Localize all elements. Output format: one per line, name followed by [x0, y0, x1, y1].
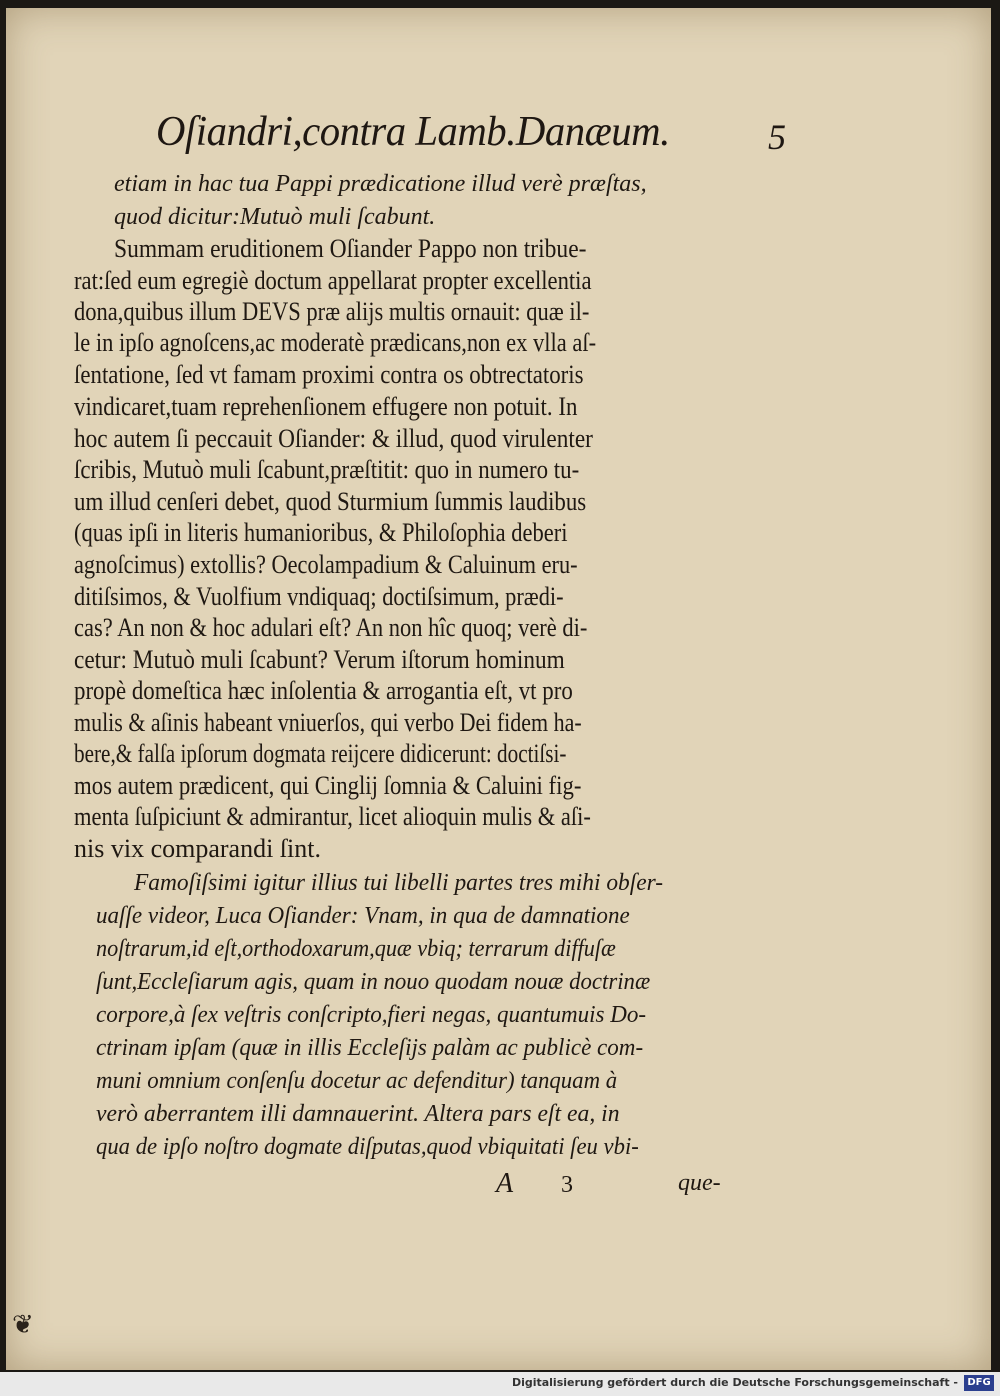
page-header — [156, 108, 786, 168]
text-line: bere,& falſa ipſorum dogmata reijcere didicerunt: doctiſsi- — [74, 739, 567, 768]
text-line: qua de ipſo noſtro dogmate diſputas,quod vbiquitati ſeu vbi- — [96, 1134, 639, 1160]
text-line: verò aberrantem illi damnauerint. Altera pars eſt ea, in — [96, 1101, 620, 1127]
signature-mark: A — [496, 1168, 514, 1199]
text-line: ſunt,Eccleſiarum agis, quam in nouo quodam nouæ doctrinæ — [96, 969, 651, 995]
text-line: Famoſiſsimi igitur illius tui libelli partes tres mihi obſer- — [134, 870, 664, 896]
text-line: ditiſsimos, & Vuolfium vndiquaq; doctiſsimum, prædi- — [74, 582, 564, 611]
credit-text: Digitalisierung gefördert durch die Deutsche Forschungsgemeinschaft - — [511, 1376, 958, 1389]
text-line: ſcribis, Mutuò muli ſcabunt,præſtitit: quo in numero tu- — [74, 455, 580, 484]
text-line: mulis & aſinis habeant vniuerſos, qui verbo Dei fidem ha- — [74, 708, 582, 737]
catchword: que- — [678, 1170, 721, 1196]
text-line: noſtrarum,id eſt,orthodoxarum,quæ vbiq; terrarum diffuſæ — [96, 936, 616, 962]
text-line: ſentatione, ſed vt famam proximi contra os obtrectatoris — [74, 360, 584, 389]
text-line: quod dicitur:Mutuò muli ſcabunt. — [114, 204, 436, 230]
text-line: muni omnium conſenſu docetur ac defenditur) tanquam à — [96, 1068, 618, 1094]
text-line: hoc autem ſi peccauit Oſiander: & illud, quod virulenter — [74, 424, 593, 453]
page-number: 5 — [768, 117, 786, 157]
text-line: agnoſcimus) extollis? Oecolampadium & Caluinum eru- — [74, 550, 578, 579]
book-page — [6, 8, 991, 1370]
text-line: ctrinam ipſam (quæ in illis Eccleſijs palàm ac publicè com- — [96, 1035, 644, 1061]
signature-number: 3 — [561, 1172, 573, 1198]
text-line: cetur: Mutuò muli ſcabunt? Verum iſtorum hominum — [74, 645, 565, 674]
text-line: uaſſe videor, Luca Oſiander: Vnam, in qua de damnatione — [96, 903, 630, 929]
corner-ornament: ❦ — [12, 1310, 34, 1339]
text-line: Summam eruditionem Oſiander Pappo non tribue- — [114, 234, 587, 263]
text-line: etiam in hac tua Pappi prædicatione illud verè præſtas, — [114, 171, 647, 197]
text-line: dona,quibus illum DEVS præ alijs multis ornauit: quæ il- — [74, 297, 590, 326]
text-line: mos autem prædicent, qui Cinglij ſomnia & Caluini fig- — [74, 771, 582, 800]
text-line: (quas ipſi in literis humanioribus, & Philoſophia deberi — [74, 518, 568, 547]
text-line: um illud cenſeri debet, quod Sturmium ſummis laudibus — [74, 487, 587, 516]
text-line: le in ipſo agnoſcens,ac moderatè prædicans,non ex vlla aſ- — [74, 328, 597, 357]
text-line: menta ſuſpiciunt & admirantur, licet alioquin mulis & aſi- — [74, 802, 591, 831]
text-line: vindicaret,tuam reprehenſionem effugere non potuit. In — [74, 392, 578, 421]
text-line: rat:ſed eum egregiè doctum appellarat propter excellentia — [74, 266, 592, 295]
text-line: propè domeſtica hæc inſolentia & arrogantia eſt, vt pro — [74, 676, 573, 705]
text-line: cas? An non & hoc adulari eſt? An non hîc quoq; verè di- — [74, 613, 588, 642]
text-line: corpore,à ſex veſtris conſcripto,fieri negas, quantumuis Do- — [96, 1002, 647, 1028]
text-line: nis vix comparandi ſint. — [74, 834, 321, 863]
dfg-logo: DFG — [964, 1375, 994, 1391]
credit-bar — [0, 1372, 1000, 1396]
running-title: Oſiandri,contra Lamb.Danæum. — [156, 109, 670, 155]
